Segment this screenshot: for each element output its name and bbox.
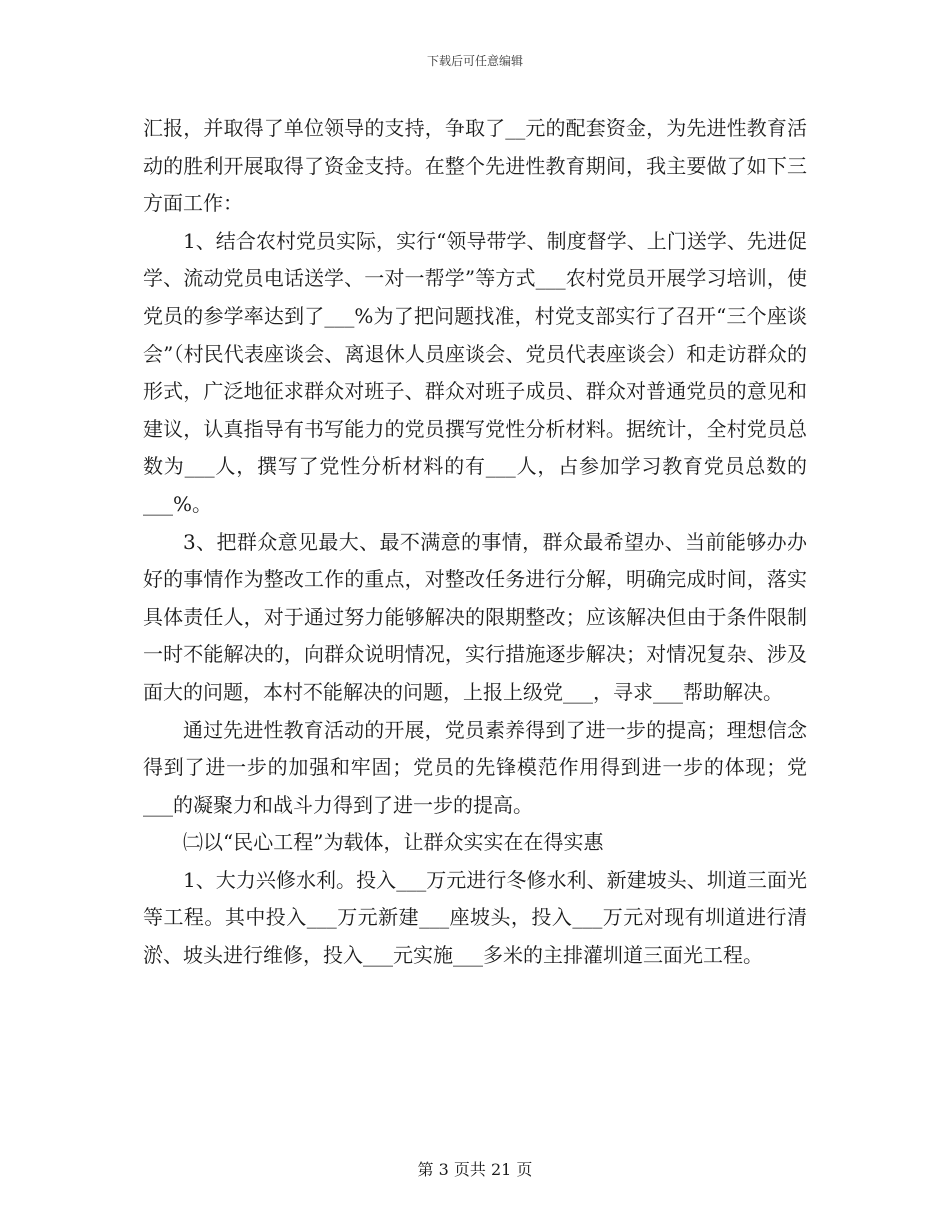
page-header: 下载后可任意编辑 [426,54,523,68]
paragraph-water-conservancy: 1、大力兴修水利。投入___万元进行冬修水利、新建坡头、圳道三面光等工程。其中投入___万元新建___座坡头，投入___万元对现有圳道进行清淤、坡头进行维修，投入___元实施___多米的主排灌圳道三面光工程。 [143,867,807,968]
page-number: 第 3 页共 21 页 [417,1160,533,1179]
paragraph-item-3: 3、把群众意见最大、最不满意的事情，群众最希望办、当前能够办办好的事情作为整改工作的重点，对整改任务进行分解，明确完成时间，落实具体责任人，对于通过努力能够解决的限期整改；应该解决但由于条件限制一时不能解决的，向群众说明情况，实行措施逐步解决；对情况复杂、涉及面大的问题，本村不能解决的问题，上报上级党___，寻求___帮助解决。 [143,529,807,704]
document-body [143,110,807,975]
paragraph-item-1: 1、结合农村党员实际，实行“领导带学、制度督学、上门送学、先进促学、流动党员电话送学、一对一帮学”等方式___农村党员开展学习培训，使党员的参学率达到了___%为了把问题找准，村党支部实行了召开“三个座谈会”（村民代表座谈会、离退休人员座谈会、党员代表座谈会）和走访群众的形式，广泛地征求群众对班子、群众对班子成员、群众对普通党员的意见和建议，认真指导有书写能力的党员撰写党性分析材料。据统计，全村党员总数为___人，撰写了党性分析材料的有___人，占参加学习教育党员总数的___%。 [143,228,807,516]
paragraph-summary: 通过先进性教育活动的开展，党员素养得到了进一步的提高；理想信念得到了进一步的加强和牢固；党员的先锋模范作用得到进一步的体现；党___的凝聚力和战斗力得到了进一步的提高。 [143,717,807,817]
section-heading: ㈡以“民心工程”为载体，让群众实实在在得实惠 [183,830,604,855]
paragraph-continuation: 汇报，并取得了单位领导的支持，争取了__元的配套资金，为先进性教育活动的胜利开展取得了资金支持。在整个先进性教育期间，我主要做了如下三方面工作： [143,116,807,216]
